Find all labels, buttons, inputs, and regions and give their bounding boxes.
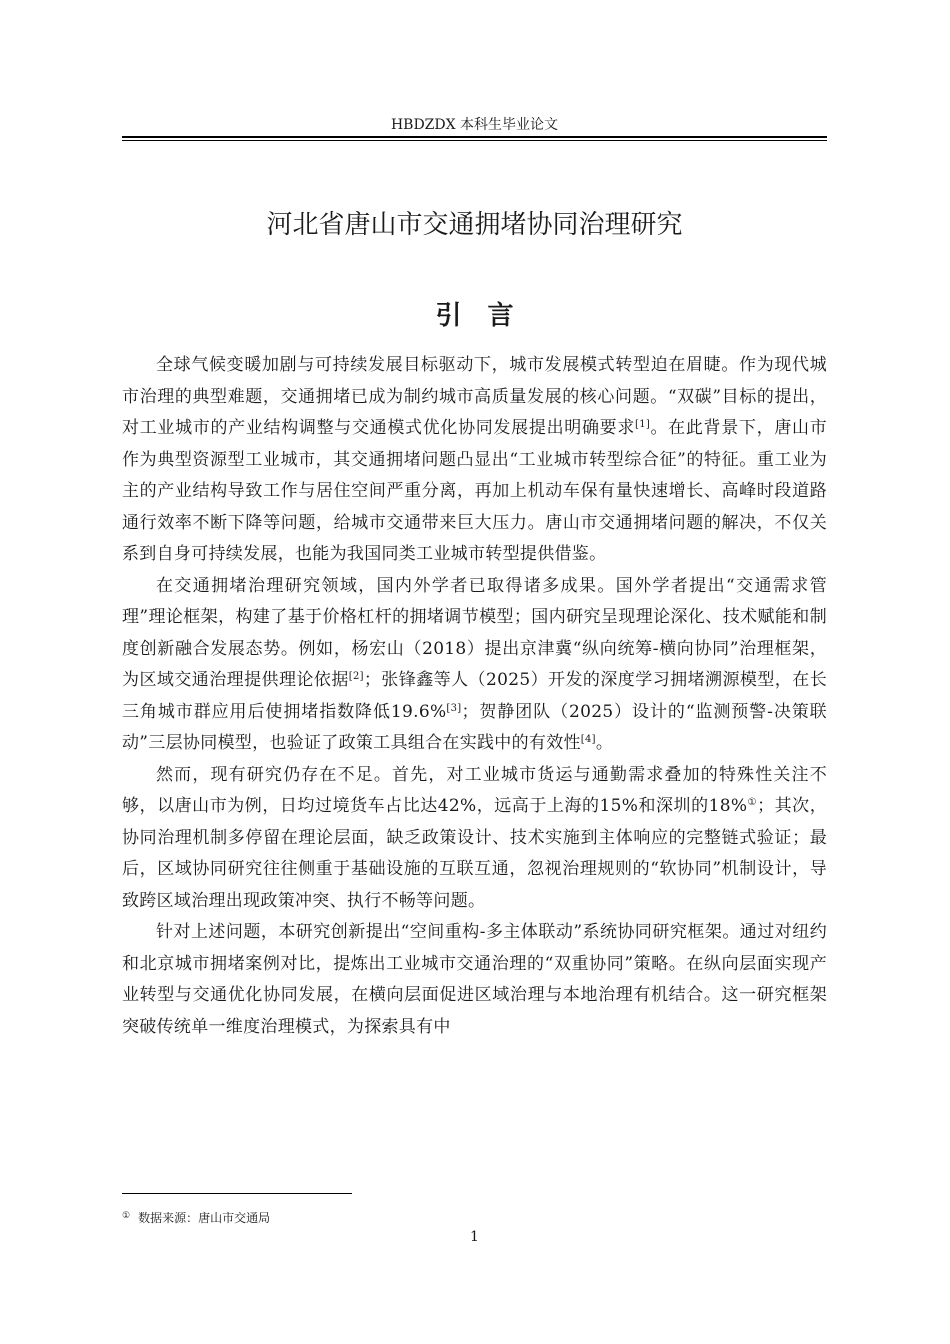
header-rule	[122, 136, 827, 141]
footnote-rule	[122, 1193, 352, 1194]
footnote-ref: ①	[747, 797, 758, 808]
section-title: 引 言	[435, 300, 514, 331]
paragraph-text: 。	[595, 733, 614, 753]
paragraph-1	[122, 350, 827, 571]
paragraph-3	[122, 760, 827, 918]
paragraph-text: 。在此背景下，唐山市作为典型资源型工业城市，其交通拥堵问题凸显出“工业城市转型综合征”的特征。重工业为主的产业结构导致工作与居住空间严重分离，再加上机动车保有量快速增长、高峰时段道路通行效率不断下降等问题，给城市交通带来巨大压力。唐山市交通拥堵问题的解决，不仅关系到自身可持续发展，也能为我国同类工业城市转型提供借鉴。	[122, 418, 827, 564]
body-text	[122, 350, 827, 1043]
footnote-text: 数据来源：唐山市交通局	[138, 1211, 271, 1225]
page-number: 1	[470, 1229, 479, 1245]
paragraph-text: 在交通拥堵治理研究领域，国内外学者已取得诸多成果。国外学者提出“交通需求管理”理论框架，构建了基于价格杠杆的拥堵调节模型；国内研究呈现理论深化、技术赋能和制度创新融合发展态势。例如，杨宏山（2018）提出京津冀“纵向统筹-横向协同”治理框架，为区域交通治理提供理论依据	[122, 575, 827, 690]
paragraph-4	[122, 917, 827, 1043]
paragraph-text: 针对上述问题，本研究创新提出“空间重构-多主体联动”系统协同研究框架。通过对纽约和北京城市拥堵案例对比，提炼出工业城市交通治理的“双重协同”策略。在纵向层面实现产业转型与交通优化协同发展，在横向层面促进区域治理与本地治理有机结合。这一研究框架突破传统单一维度治理模式，为探索具有中	[122, 922, 827, 1037]
citation-ref: [3]	[446, 702, 462, 714]
paragraph-2	[122, 571, 827, 760]
paragraph-text: ；张锋鑫等人（2025）开发的深度学习拥堵溯源模型，在长三角城市群应用后使拥堵指数降低19.6%	[122, 670, 827, 722]
running-header: HBDZDX 本科生毕业论文	[390, 117, 559, 133]
citation-ref: [4]	[580, 734, 596, 745]
footnote	[122, 1208, 827, 1226]
citation-ref: [2]	[348, 671, 364, 682]
paragraph-text: ；贺静团队（2025）设计的“监测预警-决策联动”三层协同模型，也验证了政策工具组合在实践中的有效性	[122, 701, 827, 753]
paragraph-text: 全球气候变暖加剧与可持续发展目标驱动下，城市发展模式转型迫在眉睫。作为现代城市治理的典型难题，交通拥堵已成为制约城市高质量发展的核心问题。“双碳”目标的提出，对工业城市的产业结构调整与交通模式优化协同发展提出明确要求	[122, 355, 827, 438]
paper-title: 河北省唐山市交通拥堵协同治理研究	[266, 210, 683, 241]
paragraph-text: ；其次，协同治理机制多停留在理论层面，缺乏政策设计、技术实施到主体响应的完整链式验证；最后，区域协同研究往往侧重于基础设施的互联互通，忽视治理规则的“软协同”机制设计，导致跨区域治理出现政策冲突、执行不畅等问题。	[122, 796, 828, 911]
paragraph-text: 然而，现有研究仍存在不足。首先，对工业城市货运与通勤需求叠加的特殊性关注不够，以唐山市为例，日均过境货车占比达42%，远高于上海的15%和深圳的18%	[122, 764, 827, 816]
citation-ref: [1]	[635, 419, 651, 430]
footnote-mark: ①	[122, 1211, 131, 1221]
